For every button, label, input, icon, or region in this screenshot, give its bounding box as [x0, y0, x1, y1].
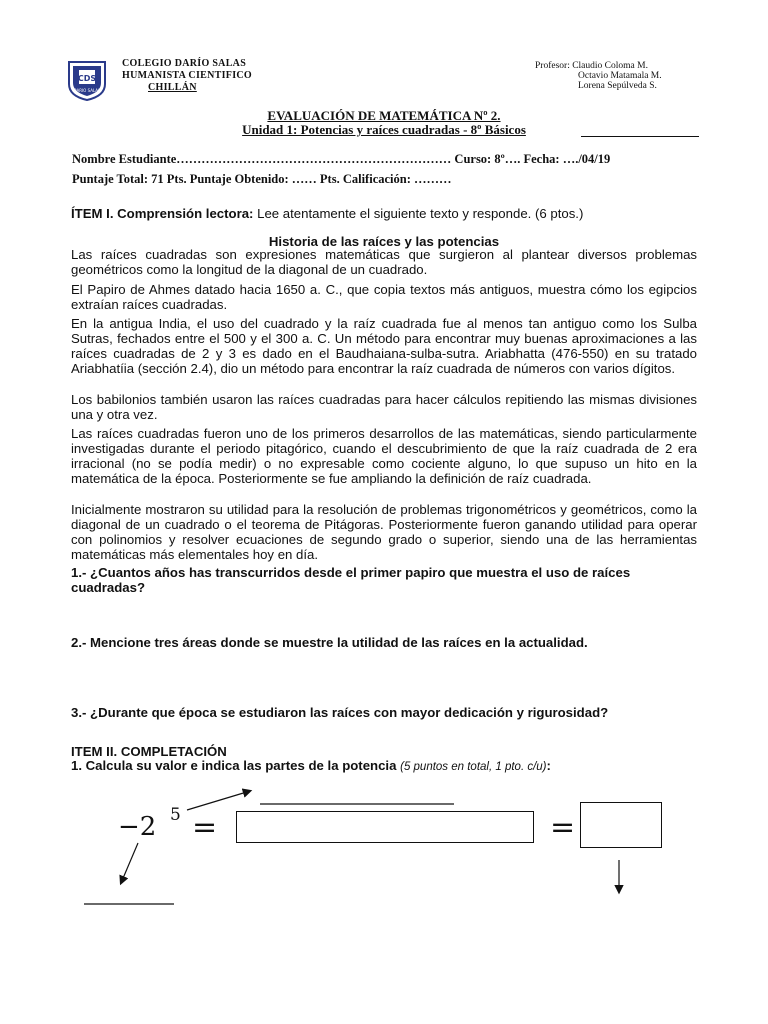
- paragraph-6: Inicialmente mostraron su utilidad para la resolución de problemas trigonométricos y geométricos, como la diagonal de un cuadrado o el teorema de Pitágoras. Posteriormente fueron ganando utilidad para operar con polinomios y resolver ecuaciones de segundo grado o superior, siendo una de las herramientas matemáticas más elementales hoy en día.: [71, 502, 697, 562]
- power-base: −2: [118, 812, 157, 842]
- school-name-line2: HUMANISTA CIENTIFICO: [122, 70, 252, 81]
- teacher-1: Profesor: Claudio Coloma M.: [535, 61, 648, 71]
- question-2: 2.- Mencione tres áreas donde se muestre la utilidad de las raíces en la actualidad.: [71, 635, 588, 650]
- student-info-row: Nombre Estudiante………………………………………………………… Curso: 8º…. Fecha: …./04/19: [72, 152, 611, 166]
- item2-instruction-italic: (5 puntos en total, 1 pto. c/u): [400, 761, 547, 773]
- logo-subtext: DARIO SALAS: [73, 88, 101, 93]
- equals-sign-1: =: [192, 810, 218, 845]
- item1-heading-bold: ÍTEM I. Comprensión lectora:: [71, 206, 254, 221]
- item2-instruction-colon: :: [546, 758, 551, 773]
- school-name-line1: COLEGIO DARÍO SALAS: [122, 58, 247, 69]
- exponent-arrow: [187, 791, 250, 810]
- item2-heading: ITEM II. COMPLETACIÓN: [71, 744, 227, 759]
- item2-instruction: [71, 758, 551, 773]
- score-row: Puntaje Total: 71 Pts. Puntaje Obtenido: …… Pts. Calificación: ………: [72, 172, 452, 186]
- base-arrow: [121, 843, 138, 883]
- paragraph-1: Las raíces cuadradas son expresiones matemáticas que surgieron al plantear diversos problemas geométricos como la longitud de la diagonal de un cuadrado.: [71, 247, 697, 277]
- paragraph-4: Los babilonios también usaron las raíces cuadradas para hacer cálculos repitiendo las mismas divisiones una y otra vez.: [71, 392, 697, 422]
- text-title: Historia de las raíces y las potencias: [268, 234, 500, 249]
- power-parts-arrows: [0, 780, 768, 920]
- question-3: 3.- ¿Durante que época se estudiaron las raíces con mayor dedicación y rigurosidad?: [71, 705, 609, 720]
- exam-title: EVALUACIÓN DE MATEMÁTICA Nº 2.: [267, 108, 501, 123]
- item1-heading-rest: Lee atentamente el siguiente texto y responde. (6 ptos.): [253, 206, 584, 221]
- paragraph-2: El Papiro de Ahmes datado hacia 1650 a. C., que copia textos más antiguos, muestra cómo los egipcios extraían raíces cuadradas.: [71, 282, 697, 312]
- power-exponent: 5: [170, 805, 181, 825]
- paragraph-3: En la antigua India, el uso del cuadrado y la raíz cuadrada fue al menos tan antiguo como los Sulba Sutras, fechados entre el 500 y el 300 a. C. Un método para encontrar muy buenas aproximaciones a las raíces cuadradas de 2 y 3 es dado en el Baudhaiana-sulba-sutra. Ariabhatta (476-550) en su tratado Ariabhatíia (sección 2.4), dio un método para encontrar la raíz cuadrada de números con varios dígitos.: [71, 316, 697, 376]
- item1-heading: [71, 206, 583, 221]
- teacher-2: Octavio Matamala M.: [578, 71, 662, 81]
- question-1: 1.- ¿Cuantos años has transcurridos desde el primer papiro que muestra el uso de raíces cuadradas?: [71, 565, 631, 595]
- school-city: CHILLÁN: [148, 82, 197, 93]
- title-rule: [581, 136, 699, 137]
- logo-monogram: CDS: [77, 74, 97, 83]
- paragraph-5: Las raíces cuadradas fueron uno de los primeros desarrollos de las matemáticas, siendo particularmente investigadas durante el periodo pitagórico, cuando el descubrimiento de que la raíz cuadrada de 2 era irracional (no se podía medir) o no expresable como cociente alguno, lo que supuso un hito en la matemática de la época. Posteriormente se fue ampliando la definición de raíz cuadrada.: [71, 426, 697, 486]
- item2-instruction-bold: 1. Calcula su valor e indica las partes de la potencia: [71, 758, 397, 773]
- exam-subtitle: Unidad 1: Potencias y raíces cuadradas - 8º Básicos: [242, 122, 526, 137]
- equals-sign-2: =: [550, 810, 576, 845]
- school-logo: [65, 58, 109, 102]
- teacher-3: Lorena Sepúlveda S.: [578, 81, 657, 91]
